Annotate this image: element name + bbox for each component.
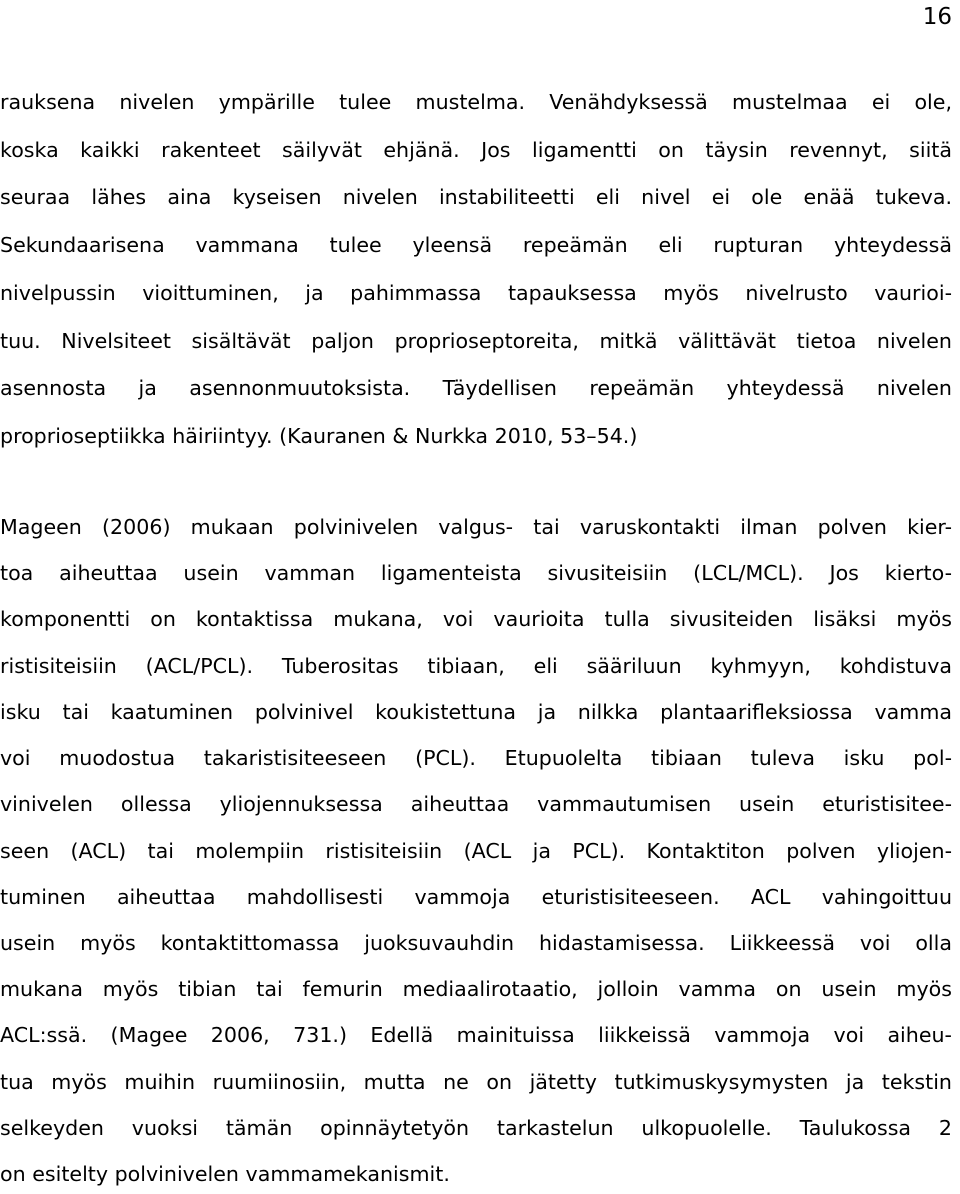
- text-line: seuraa lähes aina kyseisen nivelen instabiliteetti eli nivel ei ole enää tukeva.: [0, 185, 952, 209]
- text-line: Sekundaarisena vammana tulee yleensä repeämän eli rupturan yhteydessä: [0, 233, 952, 257]
- text-line: asennosta ja asennonmuutoksista. Täydellisen repeämän yhteydessä nivelen: [0, 376, 952, 400]
- text-line: tuu. Nivelsiteet sisältävät paljon proprioseptoreita, mitkä välittävät tietoa nivelen: [0, 329, 952, 353]
- text-line: komponentti on kontaktissa mukana, voi vaurioita tulla sivusiteiden lisäksi myös: [0, 607, 952, 631]
- text-line: rauksena nivelen ympärille tulee mustelma. Venähdyksessä mustelmaa ei ole,: [0, 90, 952, 114]
- text-line: tua myös muihin ruumiinosiin, mutta ne on jätetty tutkimuskysymysten ja tekstin: [0, 1070, 952, 1094]
- text-line: proprioseptiikka häiriintyy. (Kauranen & Nurkka 2010, 53–54.): [0, 424, 638, 448]
- text-line: Mageen (2006) mukaan polvinivelen valgus- tai varuskontakti ilman polven kier-: [0, 515, 952, 539]
- text-line: tuminen aiheuttaa mahdollisesti vammoja eturistisiteeseen. ACL vahingoittuu: [0, 885, 952, 909]
- text-line: usein myös kontaktittomassa juoksuvauhdin hidastamisessa. Liikkeessä voi olla: [0, 931, 952, 955]
- text-line: seen (ACL) tai molempiin ristisiteisiin (ACL ja PCL). Kontaktiton polven yliojen-: [0, 839, 952, 863]
- text-line: voi muodostua takaristisiteeseen (PCL). Etupuolelta tibiaan tuleva isku pol-: [0, 746, 952, 770]
- text-line: mukana myös tibian tai femurin mediaalirotaatio, jolloin vamma on usein myös: [0, 977, 952, 1001]
- page-number: 16: [922, 4, 952, 30]
- text-line: ristisiteisiin (ACL/PCL). Tuberositas tibiaan, eli sääriluun kyhmyyn, kohdistuva: [0, 654, 952, 678]
- text-line: ACL:ssä. (Magee 2006, 731.) Edellä mainituissa liikkeissä vammoja voi aiheu-: [0, 1023, 952, 1047]
- text-line: selkeyden vuoksi tämän opinnäytetyön tarkastelun ulkopuolelle. Taulukossa 2: [0, 1116, 952, 1140]
- text-line: on esitelty polvinivelen vammamekanismit.: [0, 1162, 450, 1186]
- text-line: koska kaikki rakenteet säilyvät ehjänä. Jos ligamentti on täysin revennyt, siitä: [0, 138, 952, 162]
- text-line: nivelpussin vioittuminen, ja pahimmassa tapauksessa myös nivelrusto vaurioi-: [0, 281, 952, 305]
- text-line: isku tai kaatuminen polvinivel koukistettuna ja nilkka plantaarifleksiossa vamma: [0, 700, 952, 724]
- text-line: toa aiheuttaa usein vamman ligamenteista sivusiteisiin (LCL/MCL). Jos kierto-: [0, 561, 952, 585]
- text-line: vinivelen ollessa yliojennuksessa aiheuttaa vammautumisen usein eturistisitee-: [0, 792, 952, 816]
